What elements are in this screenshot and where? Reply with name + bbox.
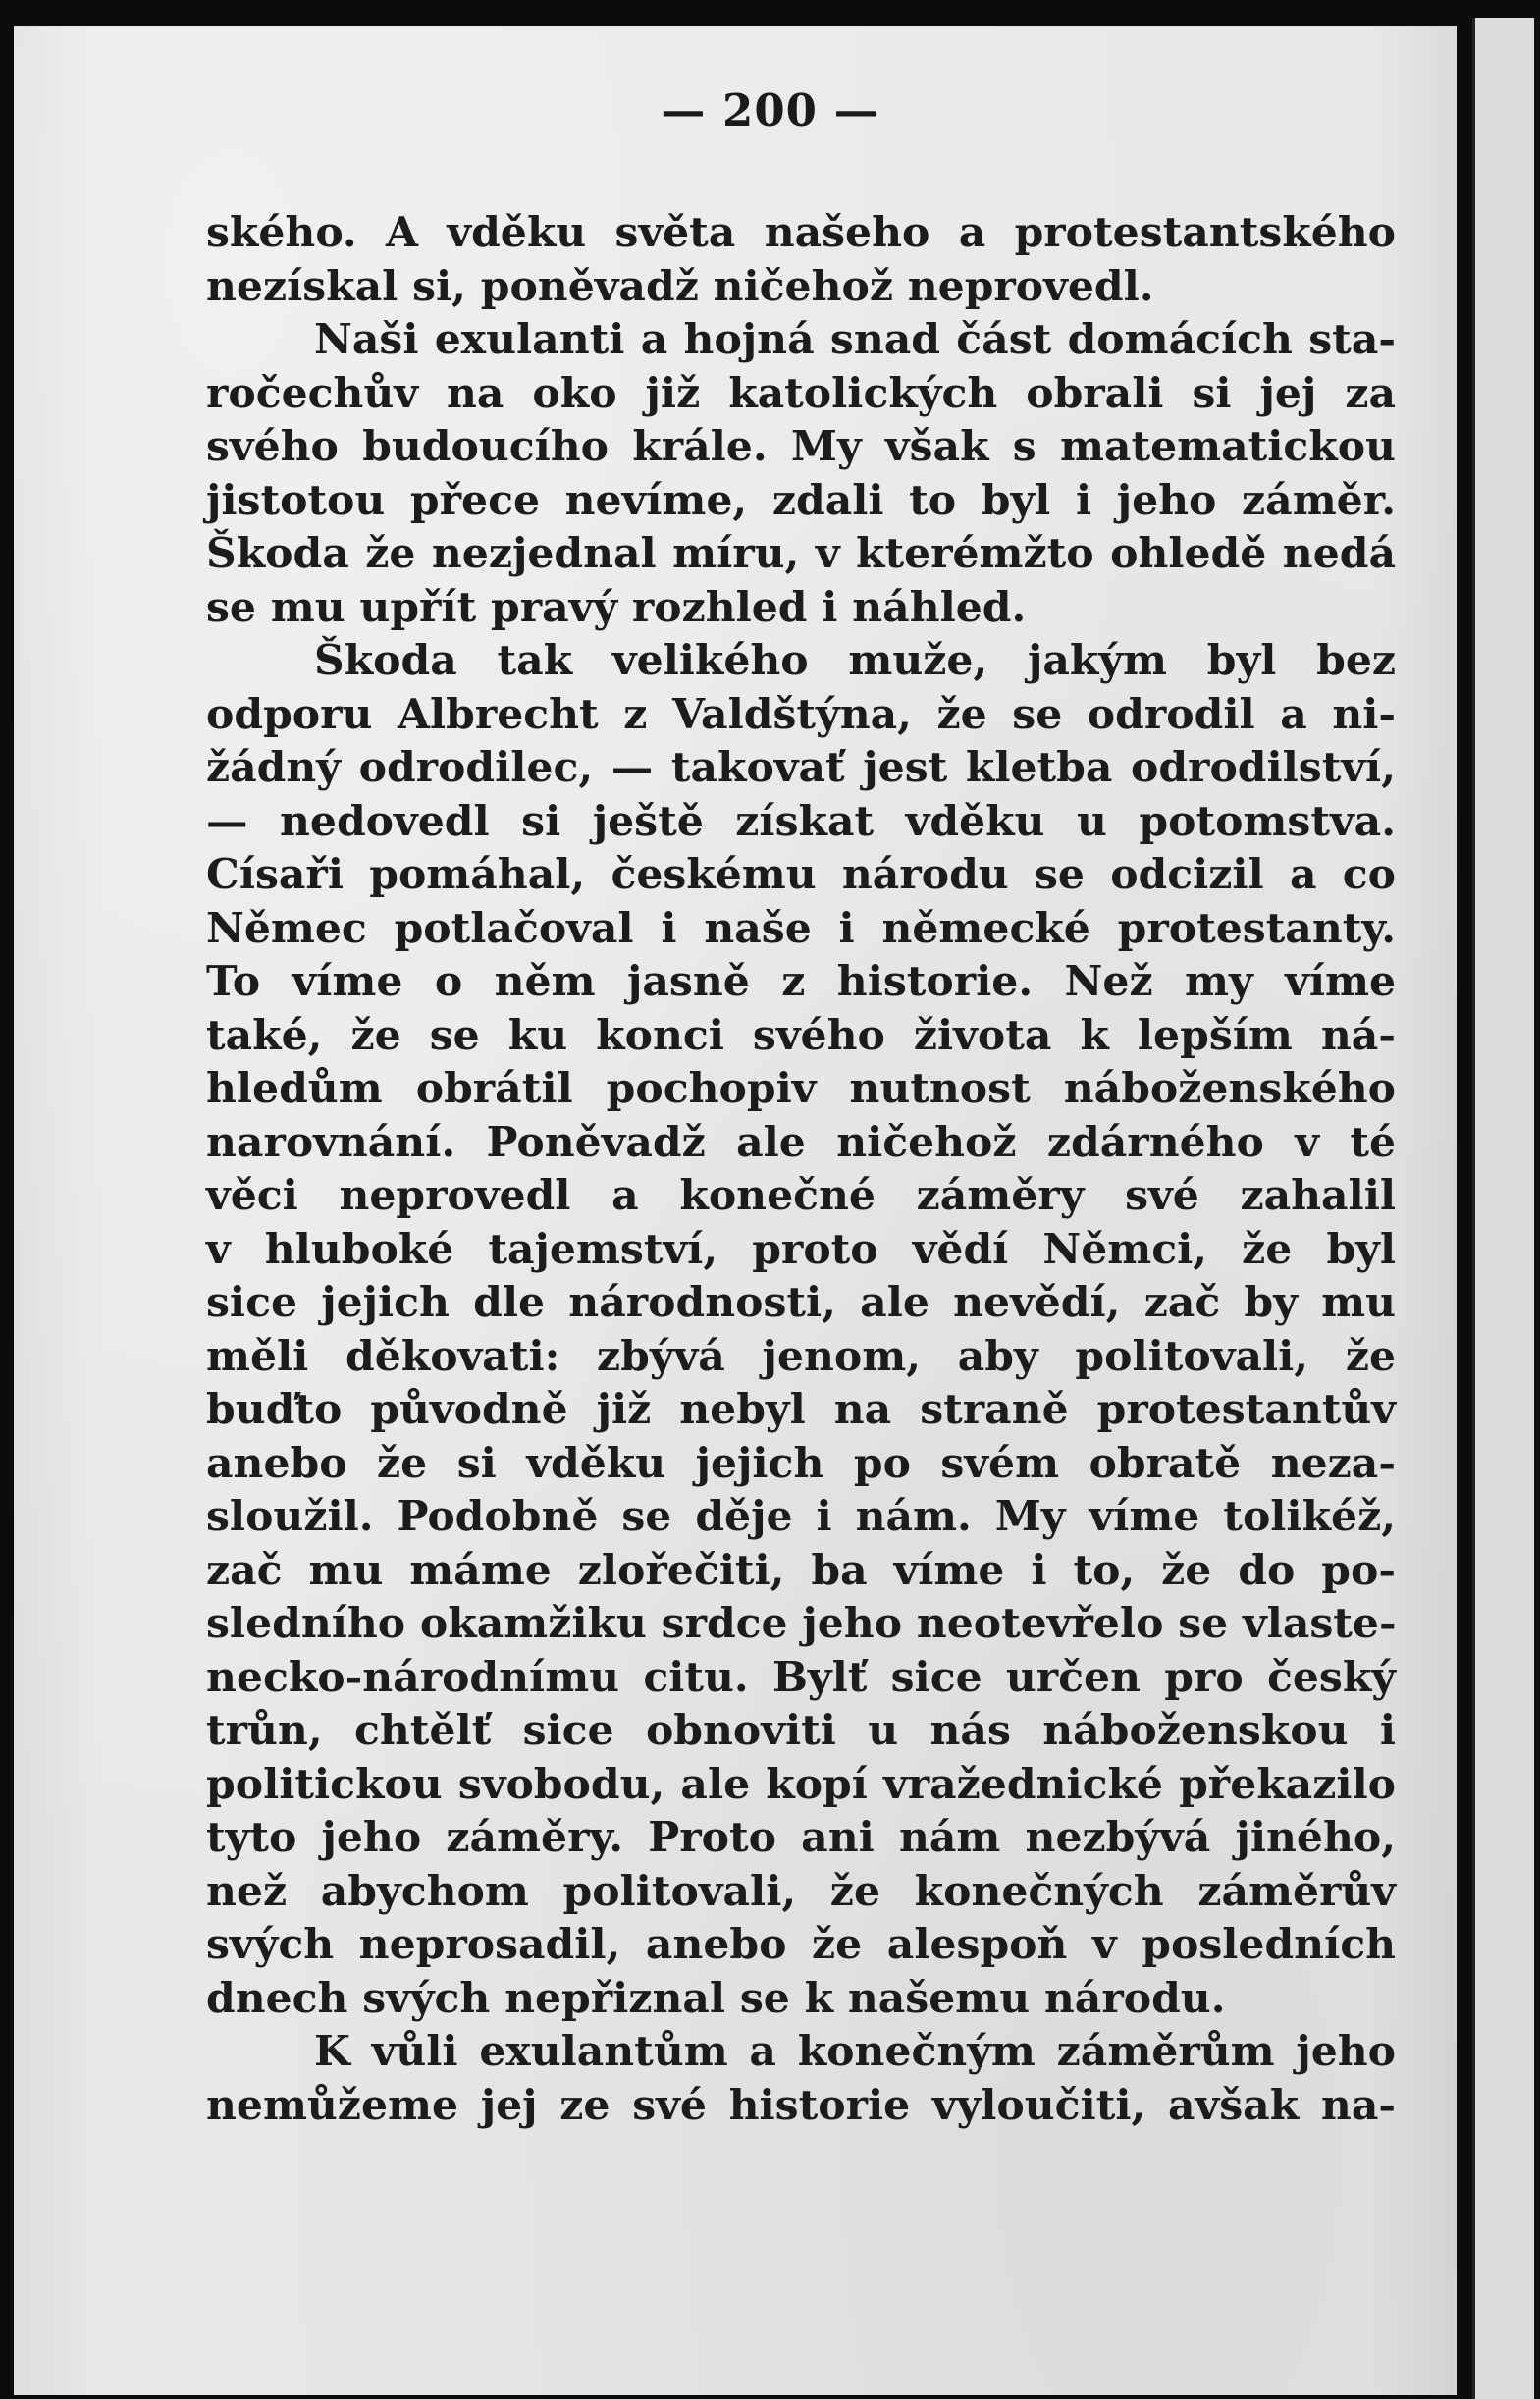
text-line: se mu upřít pravý rozhled i náhled. <box>206 582 1027 632</box>
page-number: — 200 — <box>661 84 879 136</box>
text-line: než abychom politovali, že konečných záměrův <box>206 1866 1396 1916</box>
text-line: tyto jeho záměry. Proto ani nám nezbývá jiného, <box>206 1813 1396 1862</box>
adjacent-page-edge <box>1472 18 1534 2399</box>
text-line: anebo že si vděku jejich po svém obratě neza- <box>206 1438 1396 1488</box>
text-line: věci neprovedl a konečné záměry své zahalil <box>206 1171 1396 1220</box>
text-line: ročechův na oko již katolických obrali si jej za <box>206 368 1396 418</box>
text-line: To víme o něm jasně z historie. Než my víme <box>206 957 1396 1006</box>
text-line: K vůli exulantům a konečným záměrům jeho <box>314 2027 1396 2076</box>
text-line: Císaři pomáhal, českému národu se odcizil a co <box>206 850 1396 899</box>
text-line: trůn, chtělť sice obnoviti u nás náboženskou i <box>206 1706 1396 1755</box>
text-line: zač mu máme zlořečiti, ba víme i to, že do po- <box>206 1545 1396 1595</box>
text-line: nezískal si, poněvadž ničehož neprovedl. <box>206 261 1154 311</box>
text-line: narovnání. Poněvadž ale ničehož zdárného v té <box>206 1117 1396 1167</box>
text-line: dnech svých nepřiznal se k našemu národu. <box>206 1973 1226 2023</box>
text-line: Naši exulanti a hojná snad část domácích sta- <box>314 315 1396 364</box>
text-line: necko-národnímu citu. Bylť sice určen pro český <box>206 1652 1396 1702</box>
text-line: měli děkovati: zbývá jenom, aby politovali, že <box>206 1331 1396 1381</box>
text-line: v hluboké tajemství, proto vědí Němci, že byl <box>206 1224 1396 1274</box>
text-line: Škoda že nezjednal míru, v kterémžto ohledě nedá <box>206 529 1396 578</box>
text-line: sice jejich dle národnosti, ale nevědí, zač by mu <box>206 1278 1396 1327</box>
text-line: — nedovedl si ještě získat vděku u potomstva. <box>206 796 1396 846</box>
body-text <box>206 206 1396 2132</box>
text-line: sledního okamžiku srdce jeho neotevřelo se vlaste- <box>206 1599 1397 1648</box>
text-line: Škoda tak velikého muže, jakým byl bez <box>314 636 1396 685</box>
text-line: ského. A vděku světa našeho a protestantského <box>206 208 1396 257</box>
text-line: také, že se ku konci svého života k lepším ná- <box>206 1010 1396 1060</box>
text-line: politickou svobodu, ale kopí vražednické překazilo <box>206 1759 1396 1809</box>
text-line: Němec potlačoval i naše i německé protestanty. <box>206 903 1396 953</box>
text-line: svých neprosadil, anebo že alespoň v posledních <box>206 1920 1396 1969</box>
text-line: sloužil. Podobně se děje i nám. My víme tolikéž, <box>206 1492 1396 1541</box>
text-line: odporu Albrecht z Valdštýna, že se odrodil a ni- <box>206 689 1396 739</box>
text-line: jistotou přece nevíme, zdali to byl i jeho záměr. <box>206 475 1396 525</box>
text-line: buďto původně již nebyl na straně protestantův <box>206 1385 1396 1434</box>
text-line: hledům obrátil pochopiv nutnost náboženského <box>206 1064 1396 1113</box>
text-line: svého budoucího krále. My však s matematickou <box>206 422 1396 471</box>
text-line: nemůžeme jej ze své historie vyloučiti, avšak na- <box>206 2080 1396 2130</box>
text-line: žádný odrodilec, — takovať jest kletba odrodilství, <box>206 743 1396 792</box>
